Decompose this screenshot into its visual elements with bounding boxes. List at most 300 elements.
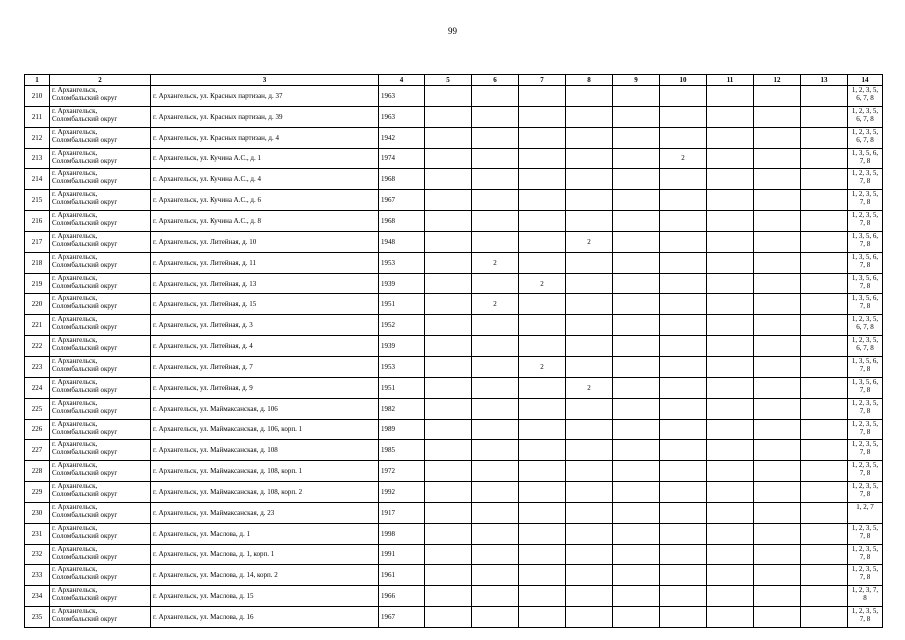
column-5-cell — [425, 86, 472, 107]
measures-list-cell: 1, 2, 3, 5, 6, 7, 8 — [848, 336, 883, 357]
locality-cell — [50, 336, 151, 357]
column-11-cell — [707, 231, 754, 252]
column-8-cell — [566, 190, 613, 211]
column-8-cell — [566, 502, 613, 523]
locality-city: г. Архангельск, — [52, 252, 98, 261]
column-10-cell — [660, 106, 707, 127]
column-13-cell — [801, 106, 848, 127]
column-10-cell — [660, 523, 707, 544]
column-13-cell — [801, 586, 848, 607]
column-5-cell — [425, 523, 472, 544]
locality-city: г. Архангельск, — [52, 523, 98, 532]
column-12-cell — [754, 148, 801, 169]
column-10-cell — [660, 377, 707, 398]
column-9-cell — [613, 231, 660, 252]
locality-city: г. Архангельск, — [52, 482, 98, 491]
year-cell: 1972 — [379, 461, 425, 482]
locality-cell — [50, 586, 151, 607]
row-number-cell: 223 — [25, 356, 50, 377]
column-6-cell — [472, 544, 519, 565]
column-header-14: 14 — [848, 75, 883, 86]
page-number: 99 — [448, 26, 457, 36]
column-6-cell — [472, 377, 519, 398]
locality-city: г. Архангельск, — [52, 211, 98, 220]
table-row — [25, 336, 883, 357]
column-11-cell — [707, 336, 754, 357]
locality-district: Соломбальский округ — [52, 385, 118, 394]
column-11-cell — [707, 169, 754, 190]
column-9-cell — [613, 586, 660, 607]
locality-cell — [50, 273, 151, 294]
column-5-cell — [425, 315, 472, 336]
column-12-cell — [754, 294, 801, 315]
column-12-cell — [754, 544, 801, 565]
year-cell: 1961 — [379, 565, 425, 586]
column-13-cell — [801, 127, 848, 148]
column-10-cell — [660, 607, 707, 628]
column-9-cell — [613, 440, 660, 461]
column-10-cell — [660, 356, 707, 377]
column-10-cell — [660, 482, 707, 503]
row-number-cell: 230 — [25, 502, 50, 523]
column-11-cell — [707, 190, 754, 211]
address-cell: г. Архангельск, ул. Маймаксанская, д. 106 — [151, 398, 379, 419]
table-body — [25, 86, 883, 628]
measures-list-cell: 1, 3, 5, 6, 7, 8 — [848, 231, 883, 252]
column-6-cell — [472, 336, 519, 357]
column-13-cell — [801, 419, 848, 440]
column-7-cell — [519, 127, 566, 148]
column-7-cell — [519, 231, 566, 252]
column-11-cell — [707, 127, 754, 148]
locality-district: Соломбальский округ — [52, 531, 118, 540]
measures-list-cell: 1, 2, 3, 5, 7, 8 — [848, 190, 883, 211]
year-cell: 1953 — [379, 252, 425, 273]
address-cell: г. Архангельск, ул. Литейная, д. 9 — [151, 377, 379, 398]
column-6-cell — [472, 273, 519, 294]
address-cell: г. Архангельск, ул. Литейная, д. 13 — [151, 273, 379, 294]
column-5-cell — [425, 294, 472, 315]
column-8-cell — [566, 419, 613, 440]
row-number-cell: 221 — [25, 315, 50, 336]
measures-list-cell: 1, 2, 3, 5, 7, 8 — [848, 607, 883, 628]
address-cell: г. Архангельск, ул. Литейная, д. 7 — [151, 356, 379, 377]
column-9-cell — [613, 190, 660, 211]
column-11-cell — [707, 315, 754, 336]
row-number-cell: 229 — [25, 482, 50, 503]
locality-district: Соломбальский округ — [52, 406, 118, 415]
column-10-cell — [660, 336, 707, 357]
table-row — [25, 273, 883, 294]
column-6-cell — [472, 190, 519, 211]
column-5-cell — [425, 482, 472, 503]
column-13-cell — [801, 315, 848, 336]
table-row — [25, 523, 883, 544]
locality-district: Соломбальский округ — [52, 364, 118, 373]
table-row — [25, 565, 883, 586]
column-header-3: 3 — [151, 75, 379, 86]
column-number-header-row — [25, 75, 883, 86]
row-number-cell: 222 — [25, 336, 50, 357]
column-13-cell — [801, 377, 848, 398]
column-6-cell — [472, 356, 519, 377]
column-header-5: 5 — [425, 75, 472, 86]
column-12-cell — [754, 523, 801, 544]
column-6-cell — [472, 398, 519, 419]
table-row — [25, 190, 883, 211]
column-10-cell — [660, 461, 707, 482]
column-5-cell — [425, 231, 472, 252]
column-13-cell — [801, 356, 848, 377]
locality-city: г. Архангельск, — [52, 315, 98, 324]
column-5-cell — [425, 252, 472, 273]
year-cell: 1939 — [379, 273, 425, 294]
column-8-cell — [566, 398, 613, 419]
column-5-cell — [425, 502, 472, 523]
column-6-cell — [472, 586, 519, 607]
row-number-cell: 235 — [25, 607, 50, 628]
column-12-cell — [754, 106, 801, 127]
measures-list-cell: 1, 2, 3, 5, 7, 8 — [848, 565, 883, 586]
column-8-cell — [566, 127, 613, 148]
column-13-cell — [801, 148, 848, 169]
column-7-cell: 2 — [519, 356, 566, 377]
column-8-cell — [566, 607, 613, 628]
column-10-cell — [660, 586, 707, 607]
table-row — [25, 86, 883, 107]
column-12-cell — [754, 461, 801, 482]
column-6-cell — [472, 106, 519, 127]
column-5-cell — [425, 356, 472, 377]
column-7-cell — [519, 419, 566, 440]
year-cell: 1991 — [379, 544, 425, 565]
address-cell: г. Архангельск, ул. Литейная, д. 11 — [151, 252, 379, 273]
column-8-cell — [566, 523, 613, 544]
address-cell: г. Архангельск, ул. Литейная, д. 3 — [151, 315, 379, 336]
locality-cell — [50, 502, 151, 523]
column-12-cell — [754, 440, 801, 461]
column-7-cell — [519, 565, 566, 586]
column-header-2: 2 — [50, 75, 151, 86]
year-cell: 1948 — [379, 231, 425, 252]
column-5-cell — [425, 106, 472, 127]
locality-cell — [50, 231, 151, 252]
column-header-1: 1 — [25, 75, 50, 86]
locality-city: г. Архангельск, — [52, 127, 98, 136]
table-row — [25, 211, 883, 232]
column-9-cell — [613, 461, 660, 482]
table-row — [25, 440, 883, 461]
column-12-cell — [754, 502, 801, 523]
column-11-cell — [707, 86, 754, 107]
locality-cell — [50, 544, 151, 565]
column-13-cell — [801, 294, 848, 315]
locality-district: Соломбальский округ — [52, 427, 118, 436]
row-number-cell: 219 — [25, 273, 50, 294]
measures-list-cell: 1, 2, 3, 5, 6, 7, 8 — [848, 86, 883, 107]
measures-list-cell: 1, 2, 3, 5, 6, 7, 8 — [848, 127, 883, 148]
locality-district: Соломбальский округ — [52, 135, 118, 144]
measures-list-cell: 1, 2, 3, 5, 7, 8 — [848, 419, 883, 440]
column-11-cell — [707, 398, 754, 419]
column-10-cell — [660, 211, 707, 232]
column-10-cell — [660, 231, 707, 252]
column-header-8: 8 — [566, 75, 613, 86]
locality-city: г. Архангельск, — [52, 190, 98, 199]
column-7-cell — [519, 294, 566, 315]
address-cell: г. Архангельск, ул. Маслова, д. 1, корп. 1 — [151, 544, 379, 565]
column-6-cell: 2 — [472, 294, 519, 315]
measures-list-cell: 1, 3, 5, 6, 7, 8 — [848, 273, 883, 294]
column-9-cell — [613, 127, 660, 148]
row-number-cell: 215 — [25, 190, 50, 211]
locality-city: г. Архангельск, — [52, 273, 98, 282]
column-11-cell — [707, 586, 754, 607]
column-11-cell — [707, 502, 754, 523]
column-9-cell — [613, 211, 660, 232]
column-9-cell — [613, 398, 660, 419]
table-row — [25, 315, 883, 336]
year-cell: 1985 — [379, 440, 425, 461]
year-cell: 1953 — [379, 356, 425, 377]
measures-list-cell: 1, 3, 5, 6, 7, 8 — [848, 377, 883, 398]
row-number-cell: 210 — [25, 86, 50, 107]
measures-list-cell: 1, 2, 3, 7, 8 — [848, 586, 883, 607]
column-13-cell — [801, 502, 848, 523]
column-7-cell — [519, 544, 566, 565]
locality-city: г. Архангельск, — [52, 294, 98, 303]
table-row — [25, 252, 883, 273]
locality-district: Соломбальский округ — [52, 156, 118, 165]
year-cell: 1967 — [379, 607, 425, 628]
column-header-7: 7 — [519, 75, 566, 86]
locality-district: Соломбальский округ — [52, 219, 118, 228]
column-13-cell — [801, 461, 848, 482]
row-number-cell: 220 — [25, 294, 50, 315]
column-6-cell — [472, 127, 519, 148]
column-11-cell — [707, 482, 754, 503]
column-10-cell — [660, 315, 707, 336]
column-12-cell — [754, 169, 801, 190]
column-5-cell — [425, 377, 472, 398]
measures-list-cell: 1, 3, 5, 6, 7, 8 — [848, 356, 883, 377]
column-12-cell — [754, 315, 801, 336]
column-7-cell — [519, 169, 566, 190]
column-10-cell — [660, 294, 707, 315]
address-cell: г. Архангельск, ул. Кучина А.С., д. 1 — [151, 148, 379, 169]
column-9-cell — [613, 148, 660, 169]
locality-district: Соломбальский округ — [52, 615, 118, 624]
locality-district: Соломбальский округ — [52, 490, 118, 499]
locality-district: Соломбальский округ — [52, 510, 118, 519]
table-row — [25, 419, 883, 440]
column-11-cell — [707, 440, 754, 461]
column-7-cell — [519, 440, 566, 461]
address-cell: г. Архангельск, ул. Красных партизан, д. 39 — [151, 106, 379, 127]
table-row — [25, 377, 883, 398]
year-cell: 1963 — [379, 106, 425, 127]
column-8-cell — [566, 336, 613, 357]
locality-city: г. Архангельск, — [52, 461, 98, 470]
row-number-cell: 234 — [25, 586, 50, 607]
year-cell: 1951 — [379, 294, 425, 315]
column-5-cell — [425, 190, 472, 211]
address-cell: г. Архангельск, ул. Маймаксанская, д. 108 — [151, 440, 379, 461]
locality-city: г. Архангельск, — [52, 565, 98, 574]
locality-district: Соломбальский округ — [52, 469, 118, 478]
locality-cell — [50, 211, 151, 232]
column-header-13: 13 — [801, 75, 848, 86]
locality-cell — [50, 294, 151, 315]
year-cell: 1951 — [379, 377, 425, 398]
measures-list-cell: 1, 3, 5, 6, 7, 8 — [848, 294, 883, 315]
locality-city: г. Архангельск, — [52, 356, 98, 365]
column-10-cell — [660, 86, 707, 107]
column-8-cell — [566, 294, 613, 315]
address-cell: г. Архангельск, ул. Маймаксанская, д. 108, корп. 1 — [151, 461, 379, 482]
row-number-cell: 231 — [25, 523, 50, 544]
column-5-cell — [425, 169, 472, 190]
locality-district: Соломбальский округ — [52, 94, 118, 102]
column-8-cell — [566, 169, 613, 190]
locality-city: г. Архангельск, — [52, 231, 98, 240]
column-11-cell — [707, 419, 754, 440]
row-number-cell: 213 — [25, 148, 50, 169]
column-8-cell: 2 — [566, 377, 613, 398]
column-10-cell — [660, 398, 707, 419]
locality-city: г. Архангельск, — [52, 169, 98, 178]
column-8-cell — [566, 148, 613, 169]
column-12-cell — [754, 398, 801, 419]
column-8-cell — [566, 252, 613, 273]
column-7-cell — [519, 607, 566, 628]
column-9-cell — [613, 169, 660, 190]
locality-cell — [50, 461, 151, 482]
column-8-cell — [566, 461, 613, 482]
column-10-cell — [660, 190, 707, 211]
locality-cell — [50, 190, 151, 211]
address-cell: г. Архангельск, ул. Литейная, д. 4 — [151, 336, 379, 357]
year-cell: 1982 — [379, 398, 425, 419]
column-12-cell — [754, 377, 801, 398]
column-7-cell — [519, 502, 566, 523]
locality-city: г. Архангельск, — [52, 377, 98, 386]
locality-district: Соломбальский округ — [52, 260, 118, 269]
column-11-cell — [707, 544, 754, 565]
column-12-cell — [754, 336, 801, 357]
locality-city: г. Архангельск, — [52, 106, 98, 115]
column-9-cell — [613, 315, 660, 336]
column-7-cell — [519, 86, 566, 107]
measures-list-cell: 1, 2, 3, 5, 7, 8 — [848, 544, 883, 565]
column-header-12: 12 — [754, 75, 801, 86]
column-11-cell — [707, 148, 754, 169]
measures-list-cell: 1, 2, 3, 5, 6, 7, 8 — [848, 106, 883, 127]
column-11-cell — [707, 252, 754, 273]
column-11-cell — [707, 565, 754, 586]
address-cell: г. Архангельск, ул. Маймаксанская, д. 23 — [151, 502, 379, 523]
table-row — [25, 294, 883, 315]
measures-list-cell: 1, 2, 3, 5, 7, 8 — [848, 440, 883, 461]
column-6-cell: 2 — [472, 252, 519, 273]
column-5-cell — [425, 440, 472, 461]
column-5-cell — [425, 336, 472, 357]
table-row — [25, 356, 883, 377]
column-10-cell — [660, 544, 707, 565]
address-cell: г. Архангельск, ул. Литейная, д. 10 — [151, 231, 379, 252]
year-cell: 1939 — [379, 336, 425, 357]
column-9-cell — [613, 607, 660, 628]
column-6-cell — [472, 148, 519, 169]
table-row — [25, 106, 883, 127]
measures-list-cell: 1, 2, 7 — [848, 502, 883, 523]
column-13-cell — [801, 523, 848, 544]
column-header-9: 9 — [613, 75, 660, 86]
year-cell: 1963 — [379, 86, 425, 107]
column-11-cell — [707, 461, 754, 482]
column-7-cell — [519, 252, 566, 273]
address-cell: г. Архангельск, ул. Кучина А.С., д. 4 — [151, 169, 379, 190]
address-cell: г. Архангельск, ул. Кучина А.С., д. 8 — [151, 211, 379, 232]
column-5-cell — [425, 586, 472, 607]
column-8-cell — [566, 273, 613, 294]
column-9-cell — [613, 523, 660, 544]
row-number-cell: 232 — [25, 544, 50, 565]
column-6-cell — [472, 461, 519, 482]
address-cell: г. Архангельск, ул. Маслова, д. 1 — [151, 523, 379, 544]
column-7-cell — [519, 211, 566, 232]
column-7-cell: 2 — [519, 273, 566, 294]
column-8-cell — [566, 356, 613, 377]
column-13-cell — [801, 211, 848, 232]
column-7-cell — [519, 377, 566, 398]
column-10-cell — [660, 169, 707, 190]
locality-cell — [50, 252, 151, 273]
measures-list-cell: 1, 2, 3, 5, 7, 8 — [848, 461, 883, 482]
table-row — [25, 482, 883, 503]
column-10-cell — [660, 440, 707, 461]
column-11-cell — [707, 523, 754, 544]
locality-cell — [50, 377, 151, 398]
row-number-cell: 227 — [25, 440, 50, 461]
column-5-cell — [425, 544, 472, 565]
row-number-cell: 225 — [25, 398, 50, 419]
column-8-cell — [566, 586, 613, 607]
column-12-cell — [754, 273, 801, 294]
locality-district: Соломбальский округ — [52, 448, 118, 457]
table-row — [25, 169, 883, 190]
year-cell: 1966 — [379, 586, 425, 607]
locality-city: г. Архангельск, — [52, 336, 98, 345]
column-7-cell — [519, 523, 566, 544]
locality-cell — [50, 607, 151, 628]
column-11-cell — [707, 356, 754, 377]
locality-district: Соломбальский округ — [52, 281, 118, 290]
table-row — [25, 502, 883, 523]
column-12-cell — [754, 231, 801, 252]
column-10-cell — [660, 252, 707, 273]
column-13-cell — [801, 190, 848, 211]
column-6-cell — [472, 523, 519, 544]
locality-city: г. Архангельск, — [52, 419, 98, 428]
column-6-cell — [472, 315, 519, 336]
column-6-cell — [472, 86, 519, 107]
column-header-4: 4 — [379, 75, 425, 86]
address-cell: г. Архангельск, ул. Красных партизан, д. 4 — [151, 127, 379, 148]
locality-city: г. Архангельск, — [52, 86, 98, 94]
address-cell: г. Архангельск, ул. Кучина А.С., д. 6 — [151, 190, 379, 211]
row-number-cell: 217 — [25, 231, 50, 252]
